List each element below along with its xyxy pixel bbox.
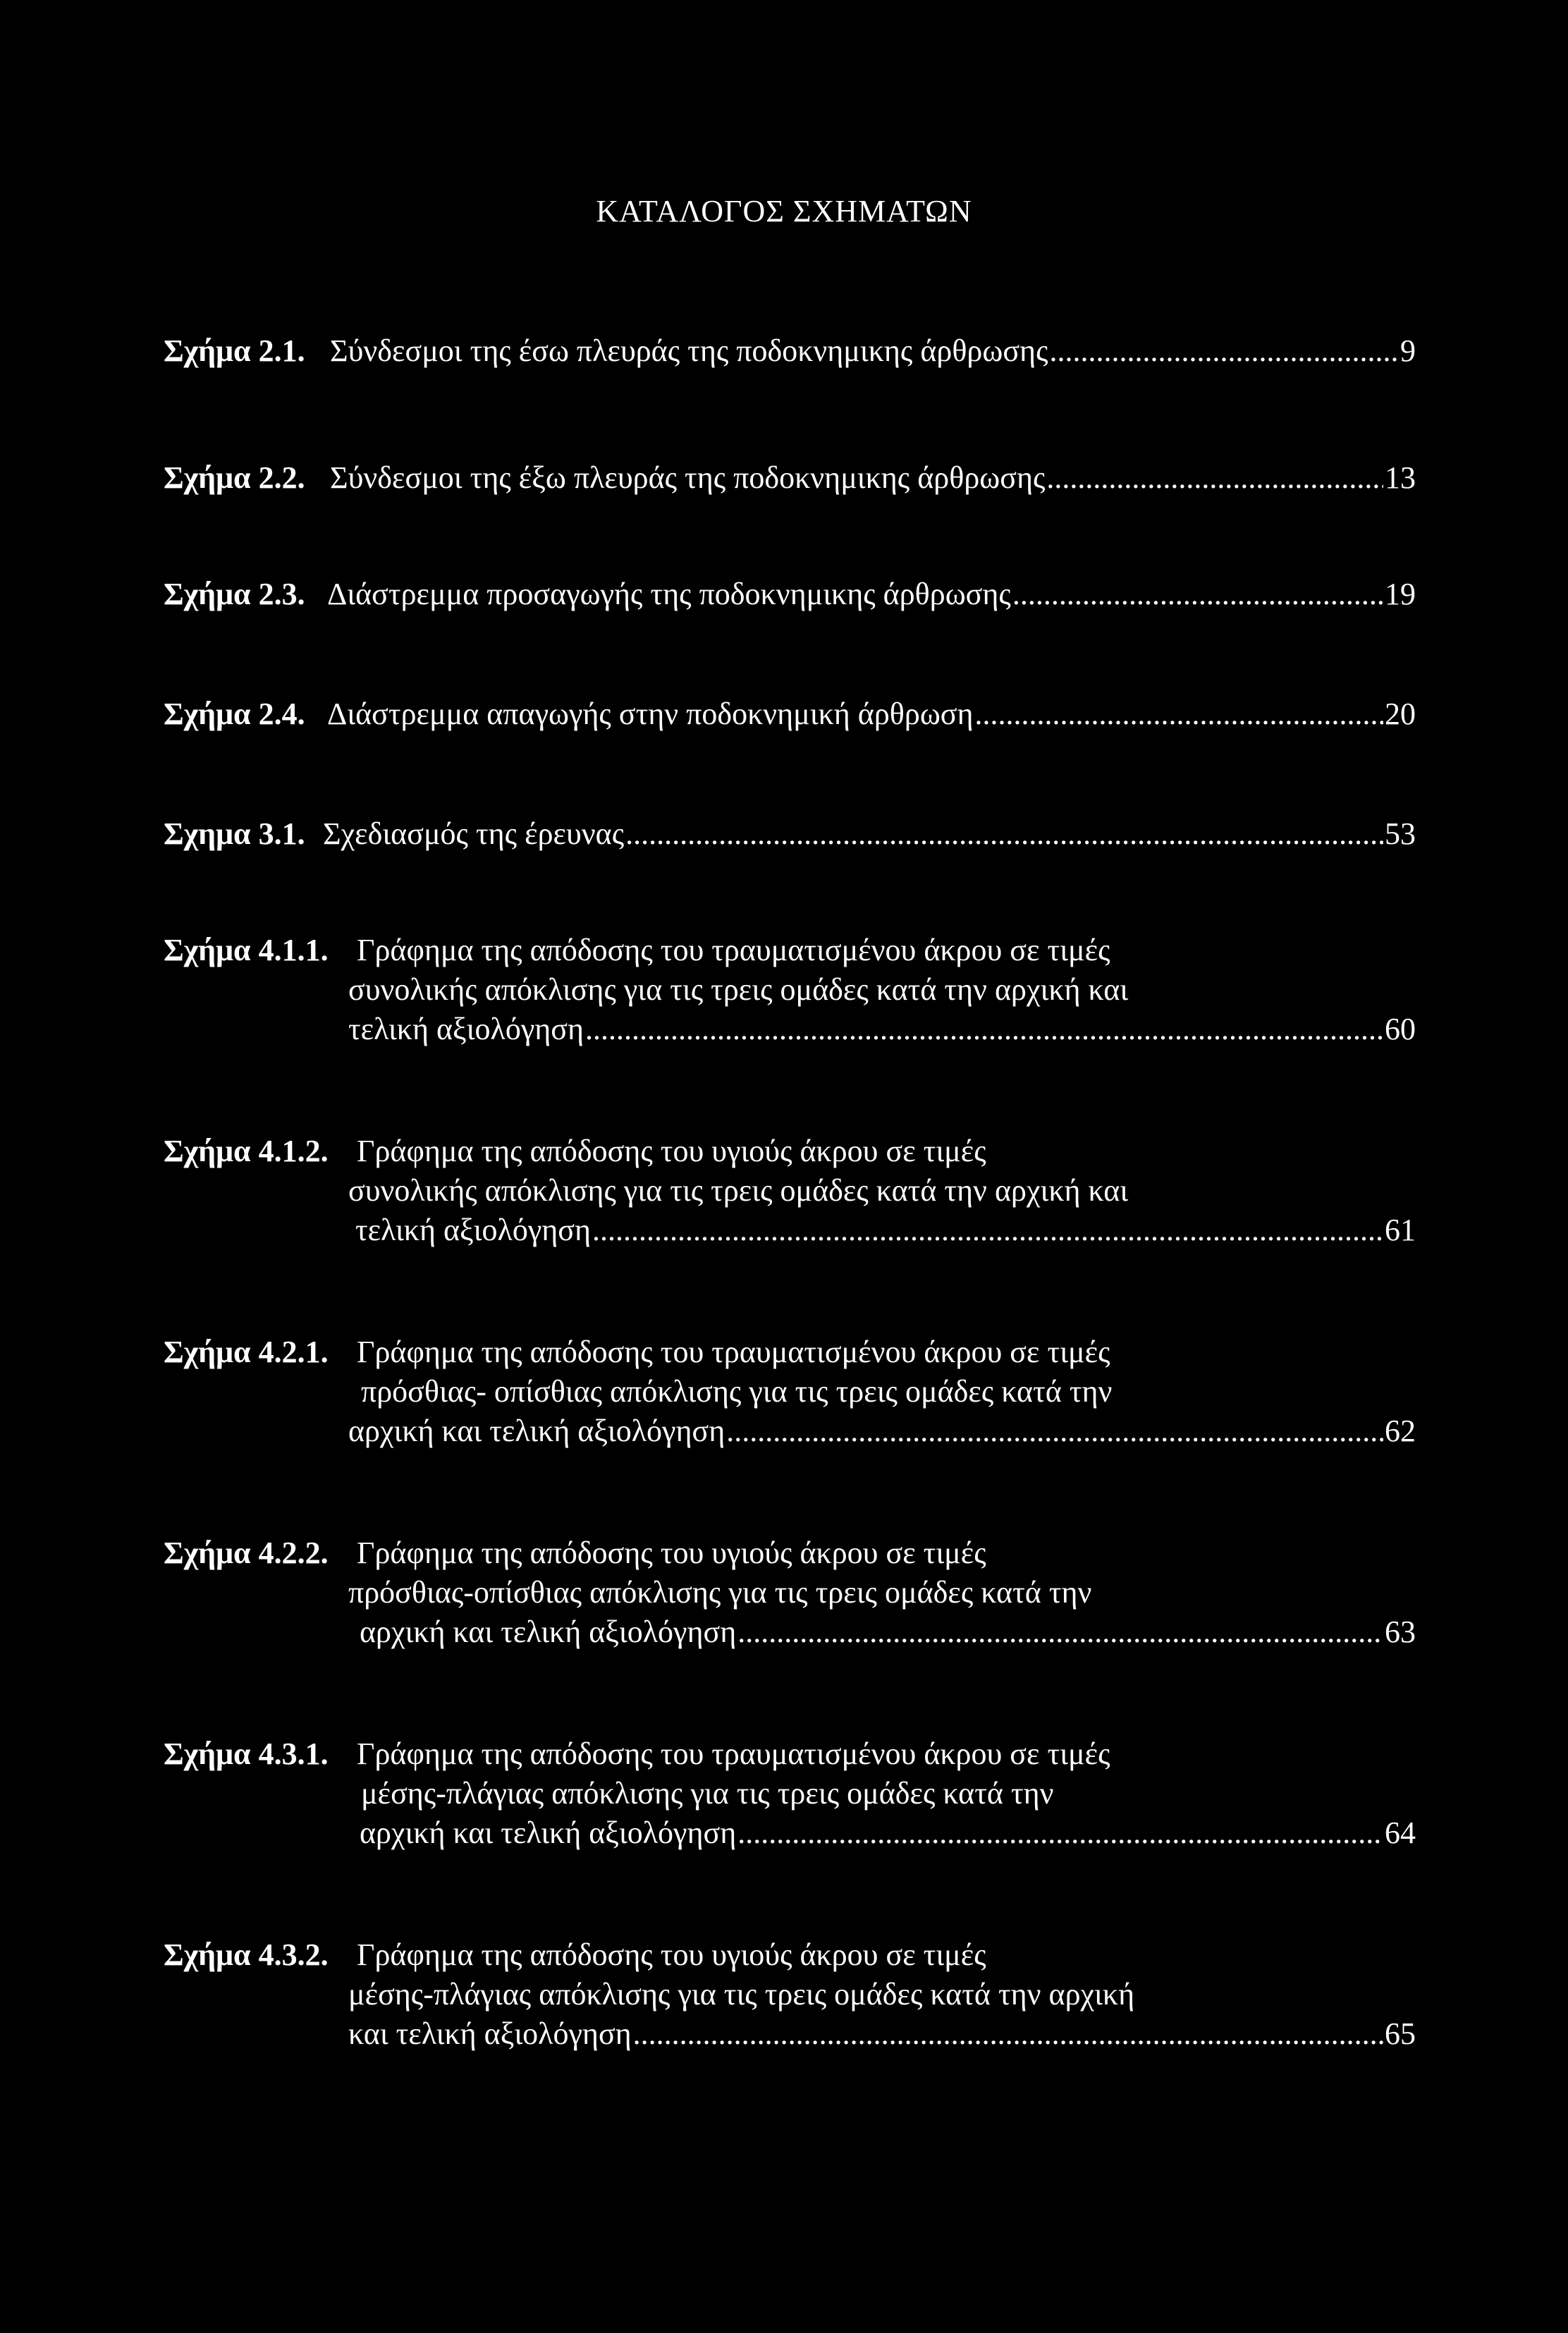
dot-leader — [1012, 575, 1383, 614]
page-number: 65 — [1385, 2016, 1416, 2051]
figure-number: Σχήμα 2.3. — [164, 577, 305, 611]
figure-caption-line: πρόσθιας-οπίσθιας απόκλισης για τις τρεις ομάδες κατά την — [348, 1575, 1092, 1610]
list-item — [164, 458, 1416, 498]
figure-number: Σχημα 3.1. — [164, 816, 305, 851]
figure-caption-text: Σύνδεσμοι της έξω πλευράς της ποδοκνημικης άρθρωσης — [330, 460, 1046, 495]
figure-caption-text: Διάστρεμμα απαγωγής στην ποδοκνημική άρθρωση — [327, 697, 974, 731]
figure-caption-text: Διάστρεμμα προσαγωγής της ποδοκνημικης άρθρωσης — [327, 577, 1011, 611]
list-item — [164, 575, 1416, 614]
page-number: 19 — [1385, 577, 1416, 611]
page-number: 61 — [1385, 1213, 1416, 1247]
figure-caption-text: Σύνδεσμοι της έσω πλευράς της ποδοκνημικης άρθρωσης — [330, 333, 1048, 368]
dot-leader — [975, 694, 1383, 734]
list-item — [164, 1734, 1416, 1853]
figure-number: Σχήμα 2.1. — [164, 333, 305, 368]
figure-caption-text: αρχική και τελική αξιολόγηση — [348, 1414, 725, 1448]
figure-caption-line: μέσης-πλάγιας απόκλισης για τις τρεις ομάδες κατά την αρχική — [348, 1977, 1135, 2011]
figure-number: Σχήμα 4.3.2. — [164, 1937, 329, 1972]
list-item — [164, 931, 1416, 1049]
figure-caption-line: μέσης-πλάγιας απόκλισης για τις τρεις ομάδες κατά την — [361, 1776, 1054, 1811]
list-item — [164, 1132, 1416, 1250]
figure-caption-line: Γράφημα της απόδοσης του τραυματισμένου άκρου σε τιμές — [357, 1335, 1110, 1369]
figure-caption-text: Σχεδιασμός της έρευνας — [323, 816, 625, 851]
page-number: 53 — [1385, 816, 1416, 851]
figure-caption-line: Γράφημα της απόδοσης του υγιούς άκρου σε τιμές — [357, 1134, 986, 1168]
page-number: 20 — [1385, 697, 1416, 731]
figure-caption-text: τελική αξιολόγηση — [355, 1213, 591, 1247]
list-item — [164, 694, 1416, 734]
list-item — [164, 1935, 1416, 2054]
list-item — [164, 331, 1416, 371]
dot-leader — [592, 1211, 1383, 1250]
page-number: 9 — [1400, 333, 1416, 368]
dot-leader — [1050, 331, 1399, 371]
list-item — [164, 814, 1416, 854]
page-title: ΚΑΤΑΛΟΓΟΣ ΣΧΗΜΑΤΩΝ — [596, 194, 972, 228]
figure-caption-line: Γράφημα της απόδοσης του τραυματισμένου άκρου σε τιμές — [357, 1737, 1110, 1771]
figure-caption-line: συνολικής απόκλισης για τις τρεις ομάδες κατά την αρχική και — [348, 1173, 1129, 1208]
figure-number: Σχήμα 4.2.2. — [164, 1536, 329, 1570]
figure-number: Σχήμα 4.1.1. — [164, 933, 329, 967]
figure-caption-line: Γράφημα της απόδοσης του τραυματισμένου άκρου σε τιμές — [357, 933, 1110, 967]
figure-caption-text: τελική αξιολόγηση — [348, 1012, 584, 1046]
figure-caption-line: συνολικής απόκλισης για τις τρεις ομάδες κατά την αρχική και — [348, 972, 1129, 1007]
figure-caption-text: αρχική και τελική αξιολόγηση — [360, 1615, 737, 1649]
figure-number: Σχήμα 4.3.1. — [164, 1737, 329, 1771]
dot-leader — [633, 2014, 1383, 2054]
figure-caption-line: Γράφημα της απόδοσης του υγιούς άκρου σε τιμές — [357, 1536, 986, 1570]
figure-number: Σχήμα 2.2. — [164, 460, 305, 495]
page-number: 13 — [1385, 460, 1416, 495]
dot-leader — [1046, 458, 1383, 498]
figure-number: Σχήμα 4.1.2. — [164, 1134, 329, 1168]
figure-number: Σχήμα 2.4. — [164, 697, 305, 731]
dot-leader — [737, 1813, 1383, 1853]
figure-caption-text: και τελική αξιολόγηση — [348, 2016, 632, 2051]
figure-caption-line: πρόσθιας- οπίσθιας απόκλισης για τις τρεις ομάδες κατά την — [361, 1374, 1113, 1409]
dot-leader — [726, 1412, 1383, 1451]
dot-leader — [737, 1612, 1383, 1652]
figure-number: Σχήμα 4.2.1. — [164, 1335, 329, 1369]
figure-caption-text: αρχική και τελική αξιολόγηση — [360, 1815, 737, 1850]
figure-caption-line: Γράφημα της απόδοσης του υγιούς άκρου σε τιμές — [357, 1937, 986, 1972]
page-number: 64 — [1385, 1815, 1416, 1850]
page-number: 60 — [1385, 1012, 1416, 1046]
page-number: 63 — [1385, 1615, 1416, 1649]
list-item — [164, 1533, 1416, 1652]
page-number: 62 — [1385, 1414, 1416, 1448]
dot-leader — [625, 814, 1383, 854]
list-item — [164, 1333, 1416, 1451]
dot-leader — [585, 1010, 1383, 1049]
